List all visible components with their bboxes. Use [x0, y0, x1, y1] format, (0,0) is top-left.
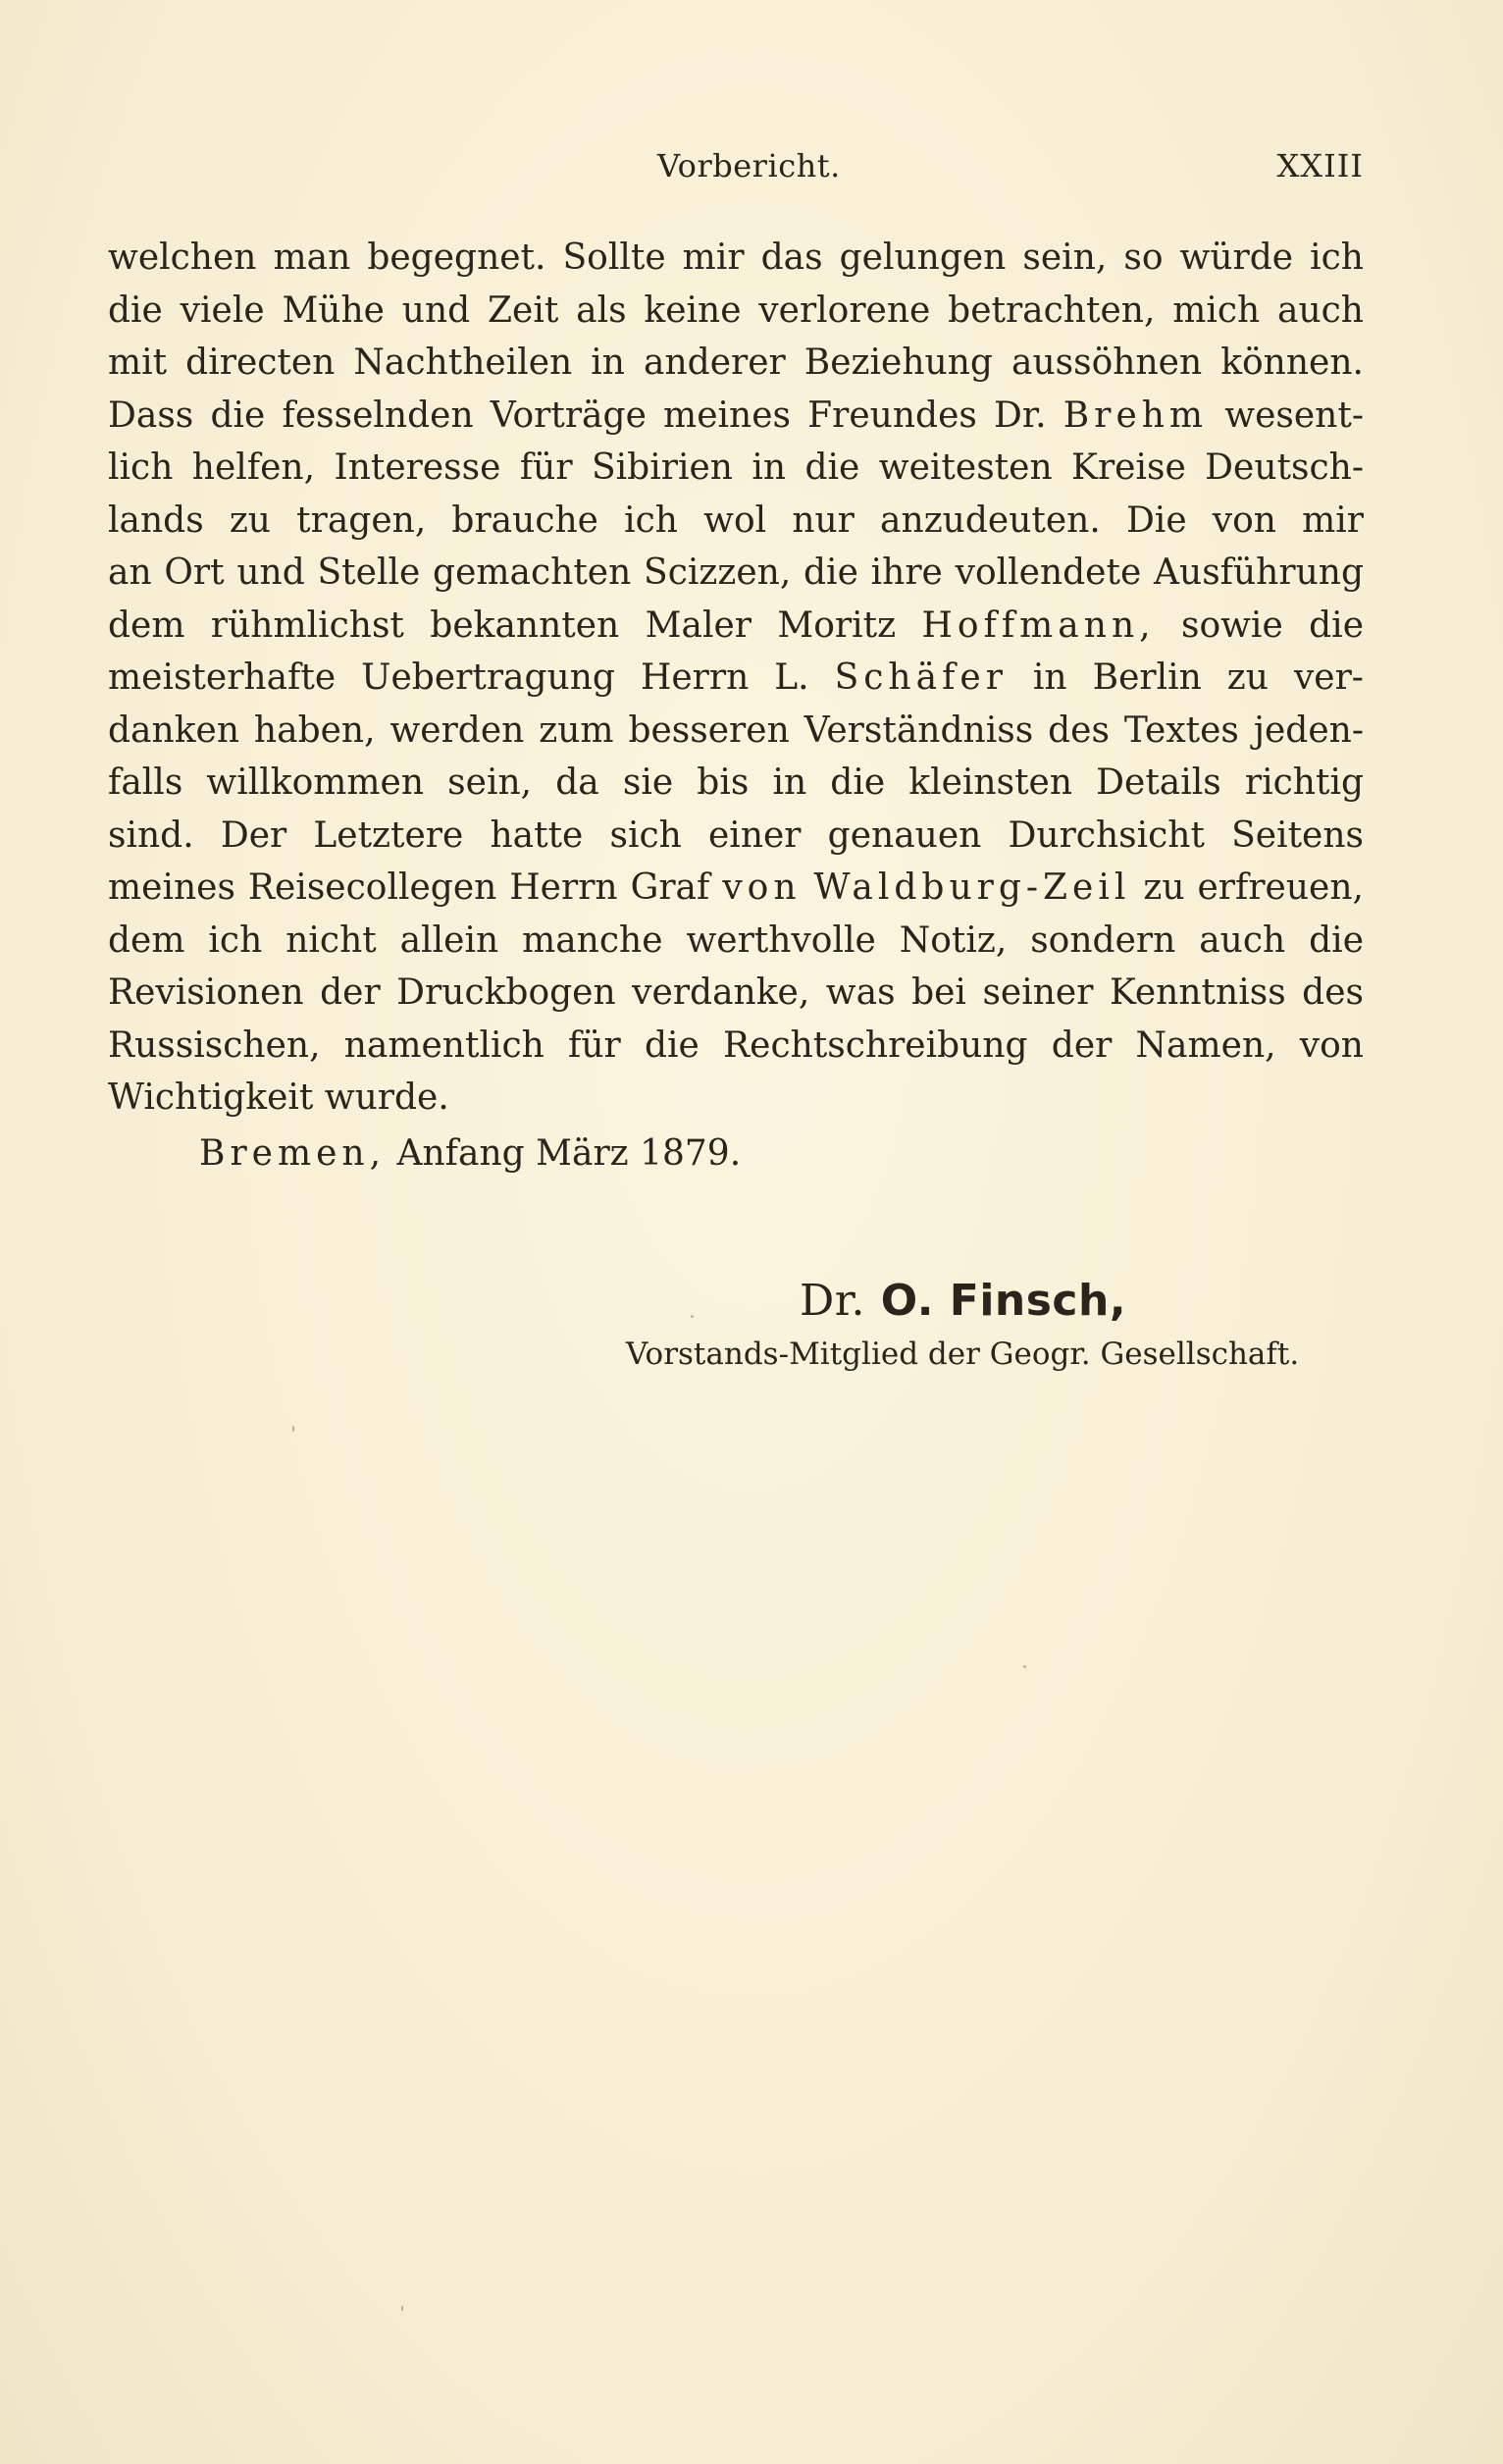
text-line: Wichtigkeit wurde.	[108, 1077, 449, 1118]
text-line: dem ich nicht allein manche werthvolle Notiz, sondern auch die	[108, 919, 1364, 961]
text-line: Russischen, namentlich für die Rechtschreibung der Namen, von	[108, 1024, 1364, 1066]
body-paragraph	[108, 232, 1364, 1125]
text-line	[108, 390, 1364, 443]
running-head	[108, 147, 1364, 190]
paper-speck	[292, 1426, 294, 1432]
text-line	[108, 652, 1364, 705]
text-segment: sowie die	[1180, 604, 1364, 646]
text-line: mit directen Nachtheilen in anderer Beziehung aussöhnen können.	[108, 342, 1364, 383]
signature-title: Dr.	[800, 1276, 865, 1326]
dateline	[199, 1133, 741, 1174]
signature	[800, 1276, 1126, 1326]
spaced-name-hoffmann: Hoffmann,	[921, 604, 1156, 646]
dateline-place: Bremen,	[199, 1133, 387, 1174]
text-segment: meisterhafte Uebertragung Herrn L.	[108, 657, 809, 698]
paper-speck	[401, 2306, 403, 2311]
text-line: danken haben, werden zum besseren Verständniss des Textes jeden-	[108, 709, 1364, 751]
spaced-name-brehm: Brehm	[1062, 394, 1209, 436]
text-segment: zu erfreuen,	[1143, 867, 1364, 908]
text-line: lich helfen, Interesse für Sibirien in die weitesten Kreise Deutsch-	[108, 447, 1364, 488]
spaced-name-schaefer: Schäfer	[834, 657, 1008, 698]
text-segment: Dass die fesselnden Vorträge meines Freundes Dr.	[108, 394, 1047, 436]
dateline-date: Anfang März 1879.	[396, 1133, 742, 1174]
page-number: XXIII	[1276, 147, 1364, 184]
text-line: lands zu tragen, brauche ich wol nur anzudeuten. Die von mir	[108, 499, 1364, 541]
text-line: Revisionen der Druckbogen verdanke, was bei seiner Kenntniss des	[108, 972, 1364, 1013]
text-line: sind. Der Letztere hatte sich einer genauen Durchsicht Seitens	[108, 814, 1364, 856]
signature-affiliation: Vorstands-Mitglied der Geogr. Gesellschaft.	[626, 1337, 1300, 1372]
text-line: die viele Mühe und Zeit als keine verlorene betrachten, mich auch	[108, 289, 1364, 331]
spaced-name-waldburg: Waldburg-Zeil	[813, 867, 1131, 908]
running-head-title: Vorbericht.	[657, 147, 841, 184]
text-line: an Ort und Stelle gemachten Scizzen, die ihre vollendete Ausführung	[108, 552, 1364, 593]
text-segment: in Berlin zu ver-	[1032, 657, 1364, 698]
text-segment: dem rühmlichst bekannten Maler Moritz	[108, 604, 897, 646]
text-line: falls willkommen sein, da sie bis in die kleinsten Details richtig	[108, 762, 1364, 803]
signature-name: O. Finsch,	[880, 1276, 1127, 1326]
spaced-word-von: von	[722, 867, 802, 908]
text-line	[108, 600, 1364, 653]
text-line: welchen man begegnet. Sollte mir das gelungen sein, so würde ich	[108, 237, 1364, 278]
text-segment: wesent-	[1224, 394, 1364, 436]
paper-speck	[691, 1315, 694, 1318]
text-line	[108, 862, 1364, 915]
text-segment: meines Reisecollegen Herrn Graf	[108, 867, 710, 908]
paper-speck	[1023, 1665, 1026, 1668]
